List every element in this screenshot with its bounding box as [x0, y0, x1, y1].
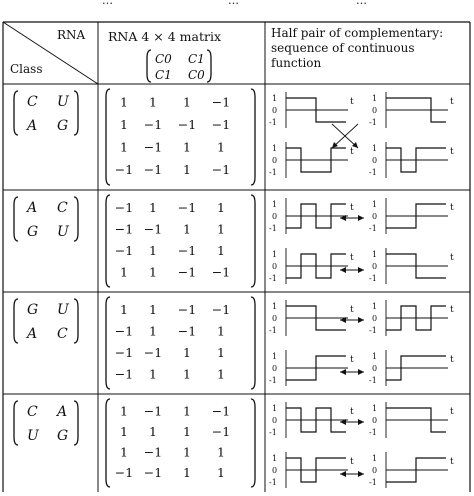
matrix-entry: 1: [149, 366, 157, 382]
header-half-pair-title: sequence of continuous: [271, 41, 415, 55]
matrix-entry: 1: [183, 464, 191, 480]
matrix-entry: 1: [217, 464, 225, 480]
wave-tick-label: -1: [369, 224, 377, 233]
class-entry: G: [57, 428, 69, 444]
matrix-entry: 1: [217, 242, 225, 258]
wave-tick-label: 0: [272, 416, 278, 425]
header-matrix-bracket-left: [147, 50, 151, 82]
wave-t-label: t: [350, 97, 354, 107]
matrix-bracket-left: [106, 195, 110, 287]
wave-tick-label: -1: [269, 118, 277, 127]
matrix-entry: 1: [217, 199, 225, 215]
pairing-arrowhead: [340, 369, 346, 375]
matrix-entry: −1: [211, 94, 231, 110]
matrix-entry: 1: [120, 423, 128, 439]
matrix-entry: −1: [177, 242, 197, 258]
pairing-arrowhead: [340, 471, 346, 477]
wave-t-label: t: [450, 253, 454, 263]
matrix-entry: 1: [120, 139, 128, 155]
class-entry: C: [27, 94, 38, 110]
matrix-entry: −1: [114, 162, 134, 178]
wave-tick-label: 1: [272, 250, 278, 259]
matrix-entry: 1: [149, 242, 157, 258]
wave-tick-label: -1: [269, 224, 277, 233]
matrix-entry: 1: [149, 423, 157, 439]
matrix-bracket-left: [106, 89, 110, 185]
wave-tick-label: 1: [372, 200, 378, 209]
wave-tick-label: 1: [272, 454, 278, 463]
matrix-entry: 1: [183, 162, 191, 178]
wave-tick-label: 0: [372, 106, 378, 115]
class-bracket-right: [74, 197, 78, 241]
matrix-entry: 1: [183, 403, 191, 419]
class-bracket-left: [14, 91, 18, 135]
matrix-bracket-right: [251, 297, 255, 389]
pairing-arrowhead: [358, 267, 364, 273]
wave-t-label: t: [350, 407, 354, 417]
wave-tick-label: 1: [372, 250, 378, 259]
matrix-entry: 1: [183, 139, 191, 155]
wave-tick-label: -1: [269, 376, 277, 385]
pairing-arrowhead: [358, 419, 364, 425]
matrix-entry: −1: [211, 264, 231, 280]
wave-tick-label: 1: [272, 144, 278, 153]
matrix-entry: 1: [149, 94, 157, 110]
pairing-arrowhead: [340, 267, 346, 273]
class-entry: U: [57, 302, 69, 318]
matrix-entry: 1: [183, 344, 191, 360]
class-entry: U: [57, 94, 69, 110]
wave-tick-label: -1: [369, 326, 377, 335]
header-matrix-title: RNA 4 × 4 matrix: [108, 29, 222, 44]
matrix-bracket-left: [106, 399, 110, 487]
matrix-bracket-right: [251, 399, 255, 487]
matrix-entry: −1: [143, 344, 163, 360]
matrix-entry: −1: [143, 464, 163, 480]
matrix-entry: −1: [143, 117, 163, 133]
wave-t-label: t: [450, 355, 454, 365]
matrix-entry: 1: [183, 221, 191, 237]
wave-tick-label: -1: [369, 168, 377, 177]
header-matrix-entry: C1: [155, 68, 172, 82]
matrix-entry: −1: [143, 403, 163, 419]
matrix-entry: −1: [177, 199, 197, 215]
matrix-entry: −1: [211, 301, 231, 317]
matrix-bracket-right: [251, 89, 255, 185]
matrix-entry: 1: [217, 444, 225, 460]
wave-t-label: t: [350, 253, 354, 263]
wave-tick-label: 0: [272, 106, 278, 115]
pairing-arrowhead: [358, 471, 364, 477]
wave-tick-label: 1: [372, 352, 378, 361]
wave-t-label: t: [450, 97, 454, 107]
wave-tick-label: 1: [372, 404, 378, 413]
matrix-entry: 1: [217, 221, 225, 237]
matrix-entry: 1: [120, 403, 128, 419]
wave-tick-label: 1: [272, 352, 278, 361]
header-matrix-bracket-right: [207, 50, 211, 82]
wave-tick-label: 0: [372, 314, 378, 323]
matrix-entry: 1: [120, 444, 128, 460]
caption-fragment: …: [356, 0, 367, 7]
wave-t-label: t: [450, 407, 454, 417]
matrix-entry: 1: [217, 366, 225, 382]
matrix-entry: 1: [183, 444, 191, 460]
wave-tick-label: 0: [372, 156, 378, 165]
header-matrix-entry: C0: [188, 68, 205, 82]
class-bracket-right: [74, 299, 78, 343]
wave-t-label: t: [450, 457, 454, 467]
matrix-entry: −1: [177, 301, 197, 317]
matrix-entry: 1: [149, 301, 157, 317]
class-entry: U: [57, 224, 69, 240]
matrix-entry: −1: [143, 139, 163, 155]
wave-tick-label: 0: [272, 314, 278, 323]
matrix-entry: 1: [183, 94, 191, 110]
wave-tick-label: 0: [372, 364, 378, 373]
wave-t-label: t: [350, 305, 354, 315]
matrix-entry: 1: [183, 366, 191, 382]
wave-tick-label: 0: [372, 466, 378, 475]
class-entry: G: [27, 224, 39, 240]
class-entry: U: [27, 428, 39, 444]
wave-tick-label: 0: [372, 262, 378, 271]
matrix-entry: 1: [217, 344, 225, 360]
matrix-entry: 1: [149, 264, 157, 280]
wave-tick-label: -1: [369, 118, 377, 127]
class-bracket-left: [14, 197, 18, 241]
wave-tick-label: 0: [272, 364, 278, 373]
wave-tick-label: 1: [372, 144, 378, 153]
matrix-entry: −1: [211, 117, 231, 133]
header-class-label: Class: [10, 62, 43, 76]
wave-tick-label: 0: [272, 212, 278, 221]
matrix-entry: −1: [177, 323, 197, 339]
matrix-entry: 1: [183, 423, 191, 439]
wave-t-label: t: [450, 203, 454, 213]
wave-tick-label: -1: [269, 168, 277, 177]
class-entry: G: [27, 302, 39, 318]
class-bracket-right: [74, 401, 78, 445]
class-bracket-left: [14, 401, 18, 445]
caption-fragment: …: [228, 0, 239, 7]
pairing-arrowhead: [358, 369, 364, 375]
wave-tick-label: -1: [269, 428, 277, 437]
matrix-bracket-left: [106, 297, 110, 389]
class-entry: A: [27, 118, 38, 134]
wave-t-label: t: [350, 457, 354, 467]
matrix-bracket-right: [251, 195, 255, 287]
wave-t-label: t: [350, 355, 354, 365]
matrix-entry: 1: [120, 264, 128, 280]
wave-tick-label: 1: [372, 302, 378, 311]
matrix-entry: 1: [120, 301, 128, 317]
wave-tick-label: 0: [372, 416, 378, 425]
matrix-entry: −1: [114, 221, 134, 237]
wave-tick-label: -1: [369, 478, 377, 487]
wave-tick-label: 0: [272, 156, 278, 165]
pairing-arrowhead: [358, 215, 364, 221]
header-matrix-entry: C1: [188, 52, 205, 66]
matrix-entry: −1: [114, 366, 134, 382]
matrix-entry: −1: [143, 221, 163, 237]
class-entry: G: [57, 118, 69, 134]
wave-tick-label: -1: [269, 326, 277, 335]
matrix-entry: 1: [149, 199, 157, 215]
header-rna-label: RNA: [57, 28, 86, 42]
matrix-entry: −1: [114, 344, 134, 360]
wave-t-label: t: [450, 147, 454, 157]
wave-tick-label: 1: [272, 302, 278, 311]
class-entry: C: [57, 200, 68, 216]
matrix-entry: −1: [211, 423, 231, 439]
matrix-entry: −1: [211, 403, 231, 419]
header-matrix-entry: C0: [155, 52, 172, 66]
matrix-entry: −1: [143, 444, 163, 460]
header-half-pair-title: Half pair of complementary:: [271, 26, 444, 40]
class-bracket-left: [14, 299, 18, 343]
class-bracket-right: [74, 91, 78, 135]
wave-tick-label: 1: [272, 404, 278, 413]
class-entry: A: [27, 200, 38, 216]
wave-tick-label: -1: [369, 428, 377, 437]
wave-tick-label: 0: [372, 212, 378, 221]
matrix-entry: 1: [120, 117, 128, 133]
caption-fragment: …: [102, 0, 113, 7]
wave-tick-label: 1: [372, 94, 378, 103]
matrix-entry: 1: [149, 323, 157, 339]
pairing-arrowhead: [358, 317, 364, 323]
matrix-entry: −1: [143, 162, 163, 178]
matrix-entry: −1: [177, 117, 197, 133]
class-entry: A: [27, 326, 38, 342]
class-entry: C: [57, 326, 68, 342]
matrix-entry: −1: [177, 264, 197, 280]
wave-tick-label: -1: [269, 274, 277, 283]
wave-t-label: t: [450, 305, 454, 315]
wave-t-label: t: [350, 147, 354, 157]
header-half-pair-title: function: [271, 56, 322, 70]
wave-tick-label: 0: [272, 262, 278, 271]
matrix-entry: −1: [114, 323, 134, 339]
matrix-entry: −1: [114, 464, 134, 480]
wave-tick-label: -1: [269, 478, 277, 487]
wave-tick-label: 1: [272, 94, 278, 103]
wave-tick-label: 1: [372, 454, 378, 463]
matrix-entry: 1: [217, 139, 225, 155]
wave-t-label: t: [350, 203, 354, 213]
wave-tick-label: 1: [272, 200, 278, 209]
matrix-entry: −1: [114, 242, 134, 258]
wave-tick-label: -1: [369, 274, 377, 283]
wave-tick-label: -1: [369, 376, 377, 385]
matrix-entry: 1: [120, 94, 128, 110]
class-entry: A: [57, 404, 68, 420]
matrix-entry: −1: [211, 162, 231, 178]
matrix-entry: 1: [217, 323, 225, 339]
class-entry: C: [27, 404, 38, 420]
wave-tick-label: 0: [272, 466, 278, 475]
matrix-entry: −1: [114, 199, 134, 215]
